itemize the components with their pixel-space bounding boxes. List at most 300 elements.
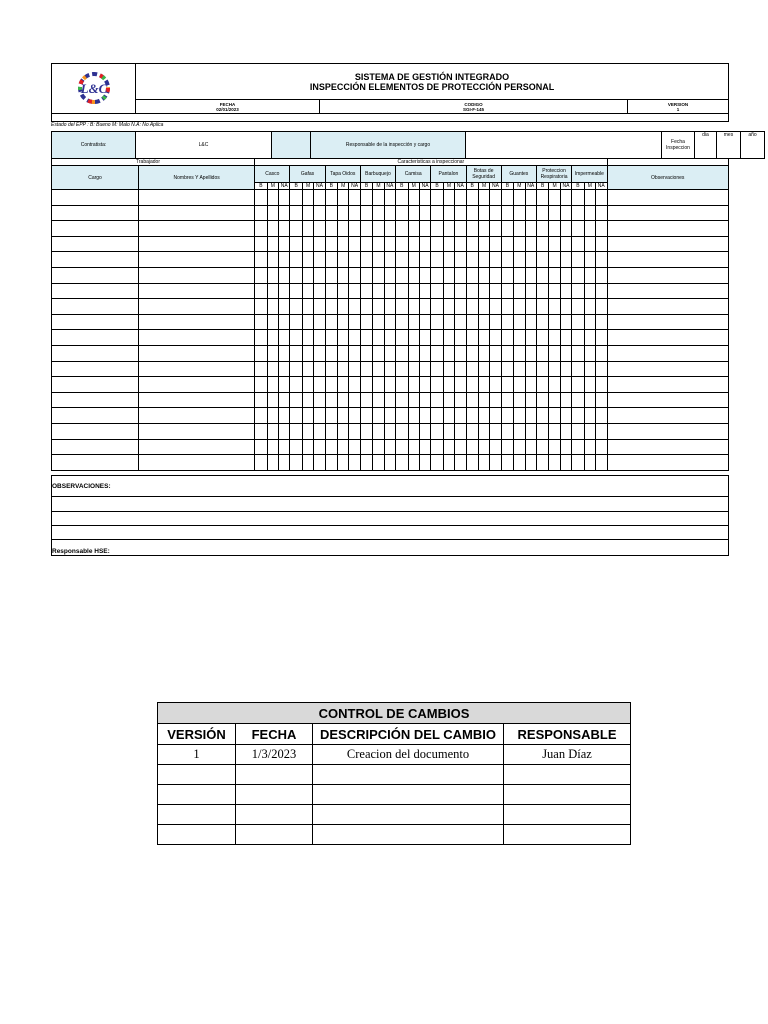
control-cambios-cell[interactable]: [236, 805, 313, 825]
cargo-cell[interactable]: [52, 377, 139, 393]
status-check-cell[interactable]: [408, 267, 419, 283]
status-check-cell[interactable]: [525, 314, 536, 330]
status-check-cell[interactable]: [325, 205, 337, 221]
status-check-cell[interactable]: [384, 330, 395, 346]
status-check-cell[interactable]: [584, 283, 595, 299]
status-check-cell[interactable]: [338, 221, 349, 237]
status-check-cell[interactable]: [536, 345, 548, 361]
status-check-cell[interactable]: [314, 314, 325, 330]
status-check-cell[interactable]: [290, 267, 302, 283]
status-check-cell[interactable]: [290, 299, 302, 315]
status-check-cell[interactable]: [490, 439, 501, 455]
status-check-cell[interactable]: [490, 283, 501, 299]
mes-field[interactable]: [717, 132, 741, 159]
status-check-cell[interactable]: [279, 377, 290, 393]
status-check-cell[interactable]: [338, 299, 349, 315]
status-check-cell[interactable]: [560, 361, 571, 377]
status-check-cell[interactable]: [396, 330, 408, 346]
status-check-cell[interactable]: [572, 377, 584, 393]
status-check-cell[interactable]: [384, 408, 395, 424]
status-check-cell[interactable]: [478, 392, 489, 408]
status-check-cell[interactable]: [419, 345, 430, 361]
status-check-cell[interactable]: [560, 283, 571, 299]
status-check-cell[interactable]: [325, 345, 337, 361]
status-check-cell[interactable]: [338, 439, 349, 455]
nombres-cell[interactable]: [139, 377, 255, 393]
nombres-cell[interactable]: [139, 252, 255, 268]
status-check-cell[interactable]: [290, 205, 302, 221]
status-check-cell[interactable]: [490, 299, 501, 315]
status-check-cell[interactable]: [396, 345, 408, 361]
status-check-cell[interactable]: [290, 455, 302, 471]
status-check-cell[interactable]: [325, 299, 337, 315]
status-check-cell[interactable]: [373, 252, 384, 268]
cargo-cell[interactable]: [52, 267, 139, 283]
status-check-cell[interactable]: [408, 252, 419, 268]
status-check-cell[interactable]: [408, 221, 419, 237]
status-check-cell[interactable]: [408, 377, 419, 393]
status-check-cell[interactable]: [514, 408, 525, 424]
status-check-cell[interactable]: [325, 392, 337, 408]
status-check-cell[interactable]: [584, 408, 595, 424]
status-check-cell[interactable]: [455, 205, 466, 221]
status-check-cell[interactable]: [514, 314, 525, 330]
status-check-cell[interactable]: [255, 236, 267, 252]
status-check-cell[interactable]: [325, 377, 337, 393]
status-check-cell[interactable]: [290, 283, 302, 299]
status-check-cell[interactable]: [584, 439, 595, 455]
status-check-cell[interactable]: [373, 392, 384, 408]
status-check-cell[interactable]: [360, 439, 372, 455]
status-check-cell[interactable]: [279, 455, 290, 471]
status-check-cell[interactable]: [572, 283, 584, 299]
status-check-cell[interactable]: [338, 205, 349, 221]
status-check-cell[interactable]: [455, 377, 466, 393]
status-check-cell[interactable]: [478, 314, 489, 330]
status-check-cell[interactable]: [267, 455, 278, 471]
status-check-cell[interactable]: [419, 377, 430, 393]
status-check-cell[interactable]: [279, 408, 290, 424]
status-check-cell[interactable]: [349, 423, 360, 439]
status-check-cell[interactable]: [490, 423, 501, 439]
observaciones-cell[interactable]: [607, 345, 728, 361]
status-check-cell[interactable]: [455, 423, 466, 439]
status-check-cell[interactable]: [373, 455, 384, 471]
nombres-cell[interactable]: [139, 314, 255, 330]
status-check-cell[interactable]: [302, 190, 313, 206]
status-check-cell[interactable]: [396, 267, 408, 283]
status-check-cell[interactable]: [279, 299, 290, 315]
status-check-cell[interactable]: [314, 408, 325, 424]
status-check-cell[interactable]: [455, 330, 466, 346]
status-check-cell[interactable]: [490, 267, 501, 283]
status-check-cell[interactable]: [396, 205, 408, 221]
status-check-cell[interactable]: [384, 236, 395, 252]
status-check-cell[interactable]: [549, 361, 560, 377]
status-check-cell[interactable]: [373, 377, 384, 393]
status-check-cell[interactable]: [255, 423, 267, 439]
status-check-cell[interactable]: [549, 377, 560, 393]
status-check-cell[interactable]: [501, 439, 513, 455]
status-check-cell[interactable]: [525, 439, 536, 455]
status-check-cell[interactable]: [349, 236, 360, 252]
status-check-cell[interactable]: [255, 408, 267, 424]
status-check-cell[interactable]: [490, 377, 501, 393]
status-check-cell[interactable]: [478, 455, 489, 471]
observaciones-cell[interactable]: [607, 205, 728, 221]
status-check-cell[interactable]: [314, 439, 325, 455]
status-check-cell[interactable]: [595, 190, 607, 206]
status-check-cell[interactable]: [431, 330, 443, 346]
status-check-cell[interactable]: [349, 205, 360, 221]
status-check-cell[interactable]: [572, 455, 584, 471]
status-check-cell[interactable]: [396, 314, 408, 330]
status-check-cell[interactable]: [267, 361, 278, 377]
status-check-cell[interactable]: [490, 205, 501, 221]
status-check-cell[interactable]: [443, 377, 454, 393]
status-check-cell[interactable]: [255, 205, 267, 221]
nombres-cell[interactable]: [139, 299, 255, 315]
status-check-cell[interactable]: [572, 267, 584, 283]
status-check-cell[interactable]: [314, 455, 325, 471]
observaciones-cell[interactable]: [607, 283, 728, 299]
status-check-cell[interactable]: [514, 423, 525, 439]
status-check-cell[interactable]: [396, 299, 408, 315]
status-check-cell[interactable]: [373, 267, 384, 283]
status-check-cell[interactable]: [384, 299, 395, 315]
status-check-cell[interactable]: [560, 392, 571, 408]
status-check-cell[interactable]: [595, 252, 607, 268]
status-check-cell[interactable]: [560, 455, 571, 471]
status-check-cell[interactable]: [514, 283, 525, 299]
status-check-cell[interactable]: [501, 267, 513, 283]
status-check-cell[interactable]: [325, 439, 337, 455]
status-check-cell[interactable]: [338, 423, 349, 439]
status-check-cell[interactable]: [443, 221, 454, 237]
status-check-cell[interactable]: [536, 221, 548, 237]
status-check-cell[interactable]: [595, 361, 607, 377]
status-check-cell[interactable]: [501, 345, 513, 361]
status-check-cell[interactable]: [408, 345, 419, 361]
status-check-cell[interactable]: [384, 345, 395, 361]
status-check-cell[interactable]: [490, 252, 501, 268]
status-check-cell[interactable]: [560, 377, 571, 393]
status-check-cell[interactable]: [572, 236, 584, 252]
status-check-cell[interactable]: [443, 267, 454, 283]
status-check-cell[interactable]: [290, 236, 302, 252]
status-check-cell[interactable]: [267, 283, 278, 299]
status-check-cell[interactable]: [384, 423, 395, 439]
status-check-cell[interactable]: [267, 439, 278, 455]
status-check-cell[interactable]: [302, 205, 313, 221]
status-check-cell[interactable]: [536, 205, 548, 221]
status-check-cell[interactable]: [325, 455, 337, 471]
status-check-cell[interactable]: [338, 252, 349, 268]
status-check-cell[interactable]: [501, 236, 513, 252]
status-check-cell[interactable]: [584, 252, 595, 268]
status-check-cell[interactable]: [419, 330, 430, 346]
status-check-cell[interactable]: [431, 299, 443, 315]
status-check-cell[interactable]: [549, 299, 560, 315]
status-check-cell[interactable]: [595, 299, 607, 315]
status-check-cell[interactable]: [549, 190, 560, 206]
status-check-cell[interactable]: [373, 205, 384, 221]
status-check-cell[interactable]: [325, 330, 337, 346]
status-check-cell[interactable]: [478, 361, 489, 377]
nombres-cell[interactable]: [139, 205, 255, 221]
status-check-cell[interactable]: [584, 299, 595, 315]
status-check-cell[interactable]: [443, 283, 454, 299]
control-cambios-cell[interactable]: [158, 805, 236, 825]
status-check-cell[interactable]: [490, 345, 501, 361]
status-check-cell[interactable]: [455, 252, 466, 268]
contratista-value[interactable]: L&C: [136, 132, 272, 159]
status-check-cell[interactable]: [525, 267, 536, 283]
status-check-cell[interactable]: [466, 377, 478, 393]
observaciones-cell[interactable]: [607, 252, 728, 268]
status-check-cell[interactable]: [408, 283, 419, 299]
status-check-cell[interactable]: [431, 408, 443, 424]
observaciones-cell[interactable]: [607, 190, 728, 206]
status-check-cell[interactable]: [455, 314, 466, 330]
status-check-cell[interactable]: [525, 392, 536, 408]
status-check-cell[interactable]: [267, 314, 278, 330]
status-check-cell[interactable]: [302, 236, 313, 252]
status-check-cell[interactable]: [466, 314, 478, 330]
observaciones-cell[interactable]: [607, 236, 728, 252]
status-check-cell[interactable]: [267, 236, 278, 252]
status-check-cell[interactable]: [255, 361, 267, 377]
status-check-cell[interactable]: [373, 330, 384, 346]
nombres-cell[interactable]: [139, 267, 255, 283]
status-check-cell[interactable]: [431, 345, 443, 361]
status-check-cell[interactable]: [408, 423, 419, 439]
status-check-cell[interactable]: [431, 190, 443, 206]
status-check-cell[interactable]: [325, 423, 337, 439]
nombres-cell[interactable]: [139, 439, 255, 455]
status-check-cell[interactable]: [466, 190, 478, 206]
status-check-cell[interactable]: [360, 190, 372, 206]
status-check-cell[interactable]: [338, 361, 349, 377]
status-check-cell[interactable]: [514, 252, 525, 268]
status-check-cell[interactable]: [349, 408, 360, 424]
status-check-cell[interactable]: [255, 455, 267, 471]
status-check-cell[interactable]: [501, 361, 513, 377]
status-check-cell[interactable]: [408, 330, 419, 346]
status-check-cell[interactable]: [408, 236, 419, 252]
status-check-cell[interactable]: [419, 283, 430, 299]
control-cambios-cell[interactable]: [504, 825, 631, 845]
status-check-cell[interactable]: [302, 314, 313, 330]
status-check-cell[interactable]: [373, 236, 384, 252]
status-check-cell[interactable]: [373, 314, 384, 330]
status-check-cell[interactable]: [408, 455, 419, 471]
status-check-cell[interactable]: [360, 299, 372, 315]
status-check-cell[interactable]: [360, 283, 372, 299]
status-check-cell[interactable]: [466, 361, 478, 377]
status-check-cell[interactable]: [525, 361, 536, 377]
status-check-cell[interactable]: [384, 221, 395, 237]
status-check-cell[interactable]: [419, 423, 430, 439]
status-check-cell[interactable]: [525, 236, 536, 252]
status-check-cell[interactable]: [466, 455, 478, 471]
control-cambios-cell[interactable]: [158, 825, 236, 845]
status-check-cell[interactable]: [466, 423, 478, 439]
observaciones-cell[interactable]: [607, 361, 728, 377]
status-check-cell[interactable]: [314, 252, 325, 268]
status-check-cell[interactable]: [584, 377, 595, 393]
status-check-cell[interactable]: [396, 252, 408, 268]
status-check-cell[interactable]: [360, 345, 372, 361]
status-check-cell[interactable]: [279, 221, 290, 237]
status-check-cell[interactable]: [290, 377, 302, 393]
status-check-cell[interactable]: [396, 377, 408, 393]
status-check-cell[interactable]: [466, 439, 478, 455]
status-check-cell[interactable]: [360, 205, 372, 221]
status-check-cell[interactable]: [549, 252, 560, 268]
status-check-cell[interactable]: [360, 408, 372, 424]
status-check-cell[interactable]: [595, 408, 607, 424]
status-check-cell[interactable]: [349, 361, 360, 377]
status-check-cell[interactable]: [525, 330, 536, 346]
status-check-cell[interactable]: [431, 252, 443, 268]
status-check-cell[interactable]: [514, 392, 525, 408]
nombres-cell[interactable]: [139, 330, 255, 346]
status-check-cell[interactable]: [514, 267, 525, 283]
status-check-cell[interactable]: [325, 267, 337, 283]
status-check-cell[interactable]: [267, 267, 278, 283]
status-check-cell[interactable]: [560, 236, 571, 252]
status-check-cell[interactable]: [536, 377, 548, 393]
status-check-cell[interactable]: [572, 345, 584, 361]
status-check-cell[interactable]: [349, 221, 360, 237]
status-check-cell[interactable]: [360, 314, 372, 330]
status-check-cell[interactable]: [396, 190, 408, 206]
status-check-cell[interactable]: [396, 361, 408, 377]
control-cambios-cell[interactable]: [313, 785, 504, 805]
status-check-cell[interactable]: [501, 299, 513, 315]
status-check-cell[interactable]: [360, 221, 372, 237]
status-check-cell[interactable]: [267, 345, 278, 361]
status-check-cell[interactable]: [279, 345, 290, 361]
status-check-cell[interactable]: [302, 299, 313, 315]
status-check-cell[interactable]: [501, 377, 513, 393]
status-check-cell[interactable]: [431, 455, 443, 471]
status-check-cell[interactable]: [419, 361, 430, 377]
status-check-cell[interactable]: [325, 236, 337, 252]
status-check-cell[interactable]: [360, 392, 372, 408]
status-check-cell[interactable]: [514, 190, 525, 206]
status-check-cell[interactable]: [314, 361, 325, 377]
status-check-cell[interactable]: [419, 236, 430, 252]
status-check-cell[interactable]: [314, 236, 325, 252]
status-check-cell[interactable]: [549, 314, 560, 330]
nombres-cell[interactable]: [139, 221, 255, 237]
status-check-cell[interactable]: [536, 392, 548, 408]
status-check-cell[interactable]: [501, 205, 513, 221]
status-check-cell[interactable]: [455, 439, 466, 455]
status-check-cell[interactable]: [584, 205, 595, 221]
status-check-cell[interactable]: [595, 221, 607, 237]
status-check-cell[interactable]: [525, 423, 536, 439]
status-check-cell[interactable]: [338, 314, 349, 330]
status-check-cell[interactable]: [584, 236, 595, 252]
status-check-cell[interactable]: [595, 439, 607, 455]
observaciones-cell[interactable]: [607, 267, 728, 283]
status-check-cell[interactable]: [431, 236, 443, 252]
status-check-cell[interactable]: [478, 236, 489, 252]
status-check-cell[interactable]: [360, 377, 372, 393]
status-check-cell[interactable]: [267, 408, 278, 424]
status-check-cell[interactable]: [302, 330, 313, 346]
observaciones-cell[interactable]: [607, 439, 728, 455]
status-check-cell[interactable]: [595, 267, 607, 283]
status-check-cell[interactable]: [338, 377, 349, 393]
status-check-cell[interactable]: [466, 267, 478, 283]
status-check-cell[interactable]: [279, 423, 290, 439]
nombres-cell[interactable]: [139, 455, 255, 471]
status-check-cell[interactable]: [536, 236, 548, 252]
status-check-cell[interactable]: [302, 392, 313, 408]
status-check-cell[interactable]: [478, 439, 489, 455]
status-check-cell[interactable]: [501, 190, 513, 206]
status-check-cell[interactable]: [490, 330, 501, 346]
status-check-cell[interactable]: [431, 283, 443, 299]
cargo-cell[interactable]: [52, 252, 139, 268]
observaciones-line[interactable]: [52, 526, 729, 540]
status-check-cell[interactable]: [302, 423, 313, 439]
status-check-cell[interactable]: [325, 361, 337, 377]
cargo-cell[interactable]: [52, 314, 139, 330]
status-check-cell[interactable]: [490, 361, 501, 377]
status-check-cell[interactable]: [314, 377, 325, 393]
status-check-cell[interactable]: [536, 330, 548, 346]
status-check-cell[interactable]: [478, 190, 489, 206]
status-check-cell[interactable]: [443, 361, 454, 377]
nombres-cell[interactable]: [139, 283, 255, 299]
status-check-cell[interactable]: [478, 299, 489, 315]
status-check-cell[interactable]: [549, 392, 560, 408]
status-check-cell[interactable]: [431, 439, 443, 455]
status-check-cell[interactable]: [279, 236, 290, 252]
status-check-cell[interactable]: [349, 377, 360, 393]
status-check-cell[interactable]: [584, 423, 595, 439]
status-check-cell[interactable]: [490, 236, 501, 252]
status-check-cell[interactable]: [514, 345, 525, 361]
cargo-cell[interactable]: [52, 330, 139, 346]
status-check-cell[interactable]: [443, 299, 454, 315]
status-check-cell[interactable]: [349, 190, 360, 206]
status-check-cell[interactable]: [478, 267, 489, 283]
status-check-cell[interactable]: [572, 314, 584, 330]
status-check-cell[interactable]: [396, 455, 408, 471]
status-check-cell[interactable]: [443, 423, 454, 439]
status-check-cell[interactable]: [443, 205, 454, 221]
status-check-cell[interactable]: [572, 439, 584, 455]
status-check-cell[interactable]: [384, 267, 395, 283]
status-check-cell[interactable]: [514, 221, 525, 237]
status-check-cell[interactable]: [349, 252, 360, 268]
cargo-cell[interactable]: [52, 221, 139, 237]
status-check-cell[interactable]: [478, 377, 489, 393]
status-check-cell[interactable]: [560, 314, 571, 330]
status-check-cell[interactable]: [560, 267, 571, 283]
status-check-cell[interactable]: [255, 221, 267, 237]
cargo-cell[interactable]: [52, 392, 139, 408]
status-check-cell[interactable]: [501, 455, 513, 471]
status-check-cell[interactable]: [384, 190, 395, 206]
status-check-cell[interactable]: [595, 330, 607, 346]
